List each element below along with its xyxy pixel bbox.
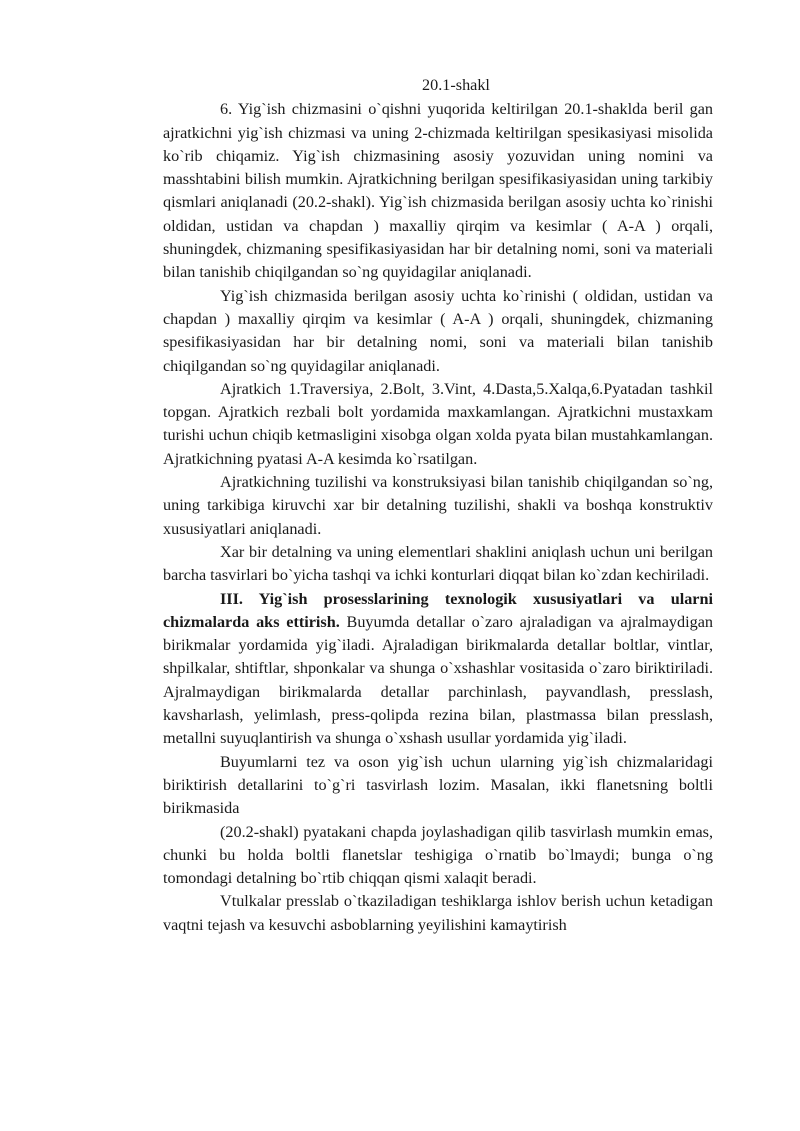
paragraph-8: Vtulkalar presslab o`tkaziladigan teshiklarga ishlov berish uchun ketadigan vaqtni tejash va kesuvchi asboblarning yeyilishini kamaytirish: [163, 892, 713, 934]
paragraph-4: Ajratkichning tuzilishi va konstruksiyasi bilan tanishib chiqilgandan so`ng, uning tarkibiga kiruvchi xar bir detalning tuzilishi, shakli va boshqa konstruktiv xususiyatlari aniqlanadi.: [163, 473, 713, 538]
section-body: Buyumda detallar o`zaro ajraladigan va ajralmaydigan birikmalar yordamida yig`iladi. Ajraladigan birikmalarda detallar boltlar, vintlar, shpilkalar, shtiftlar, shponkalar va shunga o`xshashlar vositasida o`zaro biriktiriladi. Ajralmaydigan birikmalarda detallar parchinlash, payvandlash, presslash, kavsharlash, yelimlash, press-qolipda rezina bilan, plastmassa bilan presslash, metallni suyuqlantirish va shunga o`xshash usullar yordamida yig`iladi.: [163, 612, 713, 748]
paragraph-7: (20.2-shakl) pyatakani chapda joylashadigan qilib tasvirlash mumkin emas, chunki bu holda boltli flanetslar teshigiga o`rnatib bo`lmaydi; bunga o`ng tomondagi detalning bo`rtib chiqqan qismi xalaqit beradi.: [163, 822, 713, 888]
paragraph-6: Buyumlarni tez va oson yig`ish uchun ularning yig`ish chizmalaridagi biriktirish detallarini to`g`ri tasvirlash lozim. Masalan, ikki flanetsning boltli birikmasida: [163, 752, 713, 818]
paragraph-3: Ajratkich 1.Traversiya, 2.Bolt, 3.Vint, 4.Dasta,5.Xalqa,6.Pyatadan tashkil topgan. Ajratkich rezbali bolt yordamida maxkamlangan. Ajratkichni mustaxkam turishi uchun chiqib ketmasligini xisobga olgan xolda pyata bilan mustahkamlangan. Ajratkichning pyatasi A-A kesimda ko`rsatilgan.: [163, 379, 713, 468]
paragraph-1: 6. Yig`ish chizmasini o`qishni yuqorida keltirilgan 20.1-shaklda beril gan ajratkichni yig`ish chizmasi va uning 2-chizmada keltirilgan spesikasiyasi misolida ko`rib chiqamiz. Yig`ish chizmasining asosiy yozuvidan uning nomini va masshtabini bilish mumkin. Ajratkichning berilgan spesifikasiyasidan uning tarkibiy qismlari aniqlanadi (20.2-shakl). Yig`ish chizmasida berilgan asosiy uchta ko`rinishi oldidan, ustidan va chapdan ) maxalliy qirqim va kesimlar ( A-A ) orqali, shuningdek, chizmaning spesifikasiyasidan har bir detalning nomi, soni va materiali bilan tanishib chiqilgandan so`ng quyidagilar aniqlanadi.: [163, 100, 713, 282]
document-page: [163, 74, 713, 937]
paragraph-2: Yig`ish chizmasida berilgan asosiy uchta ko`rinishi ( oldidan, ustidan va chapdan ) maxalliy qirqim va kesimlar ( A-A ) orqali, shuningdek, chizmaning spesifikasiyasidan har bir detalning nomi, soni va materiali bilan tanishib chiqilgandan so`ng quyidagilar aniqlanadi.: [163, 286, 713, 375]
figure-caption: 20.1-shakl: [422, 76, 490, 94]
paragraph-5: Xar bir detalning va uning elementlari shaklini aniqlash uchun uni berilgan barcha tasvirlari bo`yicha tashqi va ichki konturlari diqqat bilan ko`zdan kechiriladi.: [163, 542, 713, 585]
section-heading: III. Yig`ish prosesslarining texnologik xususiyatlari va ularni chizmalarda aks ettirish.: [163, 589, 713, 631]
section-paragraph: [163, 588, 713, 751]
